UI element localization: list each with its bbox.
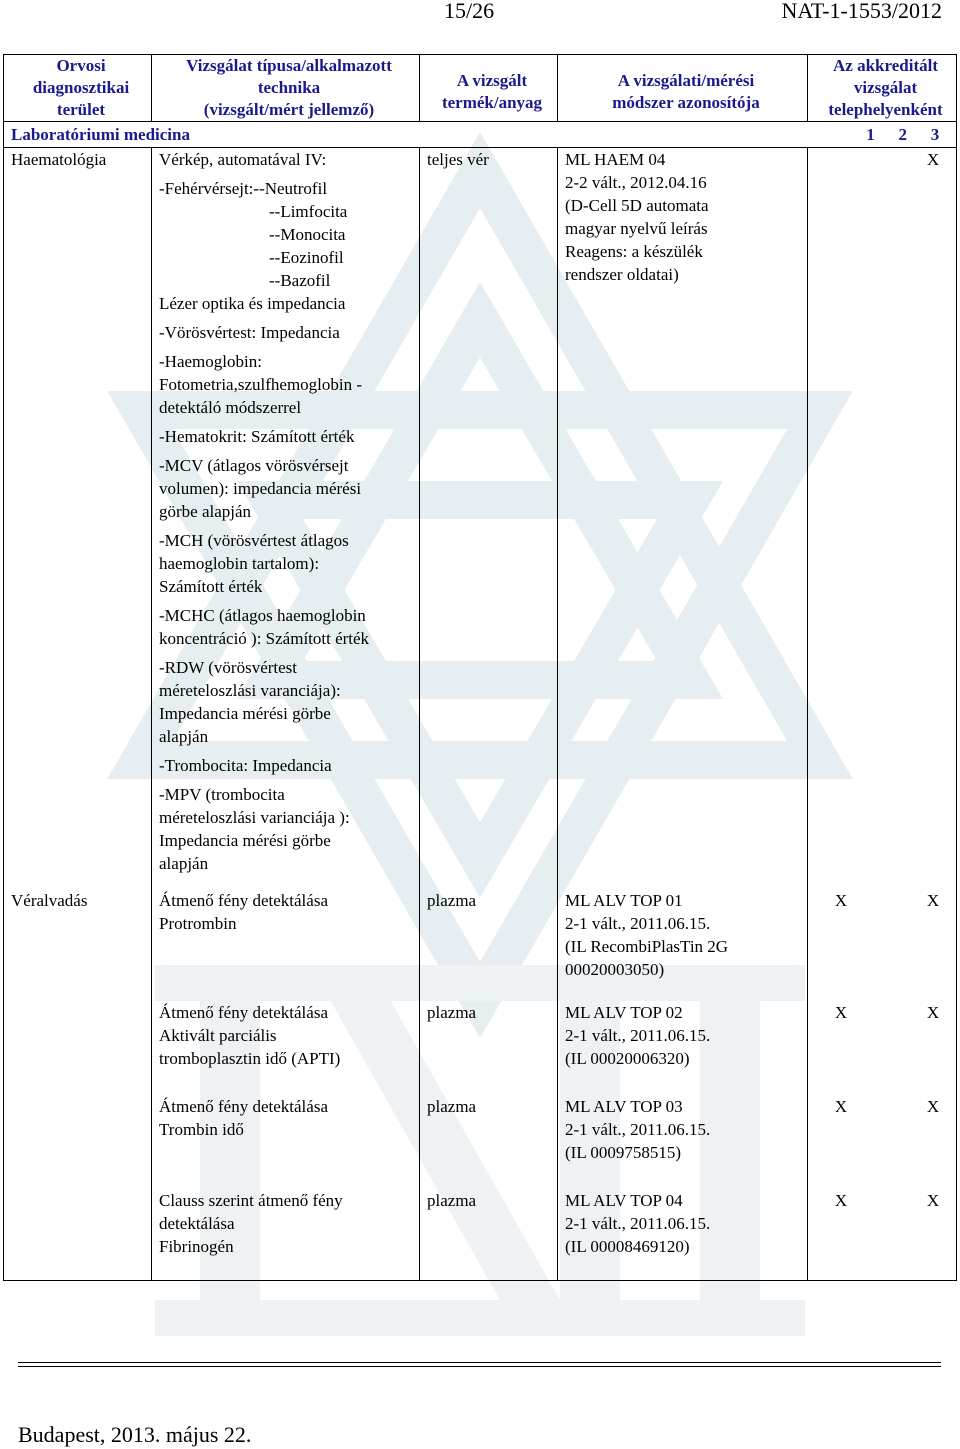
table-row [4, 1001, 957, 1095]
method-line: ML ALV TOP 01 [565, 890, 683, 910]
type-line: Trombin idő [159, 1119, 244, 1139]
material-label: plazma [427, 1096, 477, 1116]
page-number: 15/26 [444, 0, 495, 23]
sites-cell [808, 883, 957, 1001]
site-2-mark [864, 1095, 910, 1118]
site-1-mark: X [834, 1002, 848, 1022]
area-label: Véralvadás [11, 890, 88, 910]
header-sites-line: telephelyenként [828, 100, 943, 119]
section-label: Laboratóriumi medicina [11, 125, 190, 144]
item-line: alapján [159, 854, 209, 873]
site-number-2: 2 [898, 125, 907, 144]
item-line: -Trombocita: Impedancia [159, 756, 332, 775]
header-area-line: diagnosztikai [32, 78, 130, 97]
item-mchc [159, 604, 419, 650]
method-line: magyar nyelvű leírás [565, 219, 708, 238]
method-line: 2-1 vált., 2011.06.15. [565, 1025, 711, 1045]
site-2-mark [864, 1189, 910, 1212]
site-3-mark: X [926, 1002, 940, 1022]
site-numbers [857, 124, 950, 145]
type-cell [152, 1095, 420, 1189]
method-cell [558, 1095, 808, 1189]
item-rbc [159, 321, 419, 344]
item-line: Impedancia mérési görbe [159, 704, 331, 723]
type-cell [152, 148, 420, 883]
wbc-sub: --Eozinofil [269, 248, 344, 267]
method-line: ML ALV TOP 03 [565, 1096, 683, 1116]
item-line: Impedancia mérési görbe [159, 831, 331, 850]
type-cell [152, 1189, 420, 1281]
item-rdw [159, 656, 419, 748]
sites-cell [808, 148, 957, 883]
footer-place-date: Budapest, 2013. május 22. [18, 1422, 252, 1447]
type-line: Fibrinogén [159, 1236, 234, 1256]
item-hgb [159, 350, 419, 419]
type-cell [152, 1001, 420, 1095]
wbc-sub: --Bazofil [269, 271, 331, 290]
method-line: 2-1 vált., 2011.06.15. [565, 913, 711, 933]
section-row [4, 122, 957, 148]
type-line: detektálása [159, 1213, 235, 1233]
method-line: ML HAEM 04 [565, 150, 666, 169]
item-line: -Hematokrit: Számított érték [159, 427, 355, 446]
table-header-row [4, 55, 957, 122]
table-row [4, 1189, 957, 1281]
site-3-mark: X [926, 890, 940, 910]
table-row [4, 1095, 957, 1189]
method-cell [558, 1001, 808, 1095]
method-line: (IL 00020006320) [565, 1048, 690, 1068]
material-cell [420, 1001, 558, 1095]
item-hct [159, 425, 419, 448]
type-line: Átmenő fény detektálása [159, 890, 328, 910]
item-mch [159, 529, 419, 598]
item-line: Számított érték [159, 577, 263, 596]
area-cell [4, 1095, 152, 1189]
method-line: 00020003050) [565, 959, 665, 979]
type-title: Vérkép, automatával IV: [159, 150, 327, 169]
site-2-mark [864, 1001, 910, 1024]
item-line: detektáló módszerrel [159, 398, 302, 417]
table-row [4, 883, 957, 1001]
item-line: -MPV (trombocita [159, 785, 285, 804]
type-line: Átmenő fény detektálása [159, 1096, 328, 1116]
item-line: görbe alapján [159, 502, 252, 521]
area-cell [4, 148, 152, 883]
method-line: 2-1 vált., 2011.06.15. [565, 1119, 711, 1139]
item-line: koncentráció ): Számított érték [159, 629, 370, 648]
sites-cell [808, 1001, 957, 1095]
site-3-mark: X [926, 150, 940, 169]
site-1-mark: X [834, 1096, 848, 1116]
method-cell [558, 1189, 808, 1281]
method-line: (IL RecombiPlasTin 2G [565, 936, 729, 956]
header-material [420, 55, 558, 122]
method-line: 2-1 vált., 2011.06.15. [565, 1213, 711, 1233]
type-line: Clauss szerint átmenő fény [159, 1190, 343, 1210]
method-cell [558, 883, 808, 1001]
material-label: teljes vér [427, 150, 489, 169]
sites-cell [808, 1095, 957, 1189]
header-type [152, 55, 420, 122]
method-line: (IL 0009758515) [565, 1142, 681, 1162]
site-2-mark [864, 148, 910, 171]
item-mcv [159, 454, 419, 523]
item-line: alapján [159, 727, 209, 746]
type-line: Protrombin [159, 913, 237, 933]
method-line: (D-Cell 5D automata [565, 196, 709, 215]
wbc-sub: --Limfocita [269, 202, 348, 221]
method-line: 2-2 vált., 2012.04.16 [565, 173, 707, 192]
site-3-mark: X [926, 1190, 940, 1210]
site-1-mark: X [834, 1190, 848, 1210]
header-sites-line: Az akkreditált [833, 56, 938, 75]
material-cell [420, 883, 558, 1001]
area-cell [4, 1001, 152, 1095]
site-3-mark: X [926, 1096, 940, 1116]
item-line: volumen): impedancia mérési [159, 479, 362, 498]
item-line: -MCHC (átlagos haemoglobin [159, 606, 366, 625]
footer-rule [18, 1362, 941, 1363]
table-row [4, 148, 957, 883]
header-material-line: termék/anyag [441, 93, 543, 112]
accreditation-table [3, 54, 957, 1281]
wbc-sub: --Monocita [269, 225, 346, 244]
method-line: Reagens: a készülék [565, 242, 703, 261]
item-line: haemoglobin tartalom): [159, 554, 320, 573]
header-type-line: Vizsgálat típusa/alkalmazott [186, 56, 392, 75]
section-cell [4, 122, 957, 148]
method-line: rendszer oldatai) [565, 265, 679, 284]
header-method-line: módszer azonosítója [612, 93, 760, 112]
type-line: tromboplasztin idő (APTI) [159, 1048, 341, 1068]
header-area-line: Orvosi [56, 56, 106, 75]
item-line: -Haemoglobin: [159, 352, 262, 371]
header-method [558, 55, 808, 122]
site-1-mark [818, 148, 864, 171]
wbc-line: -Fehérvérsejt:--Neutrofil [159, 179, 328, 198]
method-line: ML ALV TOP 02 [565, 1002, 683, 1022]
header-type-line: (vizsgált/mért jellemző) [203, 100, 375, 119]
type-line: Aktivált parciális [159, 1025, 277, 1045]
laser-line: Lézer optika és impedancia [159, 294, 346, 313]
item-line: -MCH (vörösvértest átlagos [159, 531, 349, 550]
header-material-line: A vizsgált [456, 71, 528, 90]
item-line: -MCV (átlagos vörösvérsejt [159, 456, 349, 475]
site-number-1: 1 [866, 125, 875, 144]
material-cell [420, 1189, 558, 1281]
type-line: Átmenő fény detektálása [159, 1002, 328, 1022]
item-line: Fotometria,szulfhemoglobin - [159, 375, 363, 394]
site-2-mark [864, 889, 910, 912]
site-1-mark: X [834, 890, 848, 910]
method-cell [558, 148, 808, 883]
material-cell [420, 1095, 558, 1189]
header-sites-line: vizsgálat [853, 78, 918, 97]
item-mpv [159, 783, 419, 875]
area-cell [4, 883, 152, 1001]
material-label: plazma [427, 1190, 477, 1210]
sites-cell [808, 1189, 957, 1281]
area-label: Haematológia [11, 150, 107, 169]
item-line: méreteloszlási varanciája): [159, 681, 341, 700]
footer-rule [18, 1366, 941, 1367]
item-plt [159, 754, 419, 777]
site-number-3: 3 [930, 125, 940, 144]
document-id: NAT-1-1553/2012 [781, 0, 942, 23]
type-cell [152, 883, 420, 1001]
header-area [4, 55, 152, 122]
material-label: plazma [427, 890, 477, 910]
area-cell [4, 1189, 152, 1281]
header-sites [808, 55, 957, 122]
item-line: -RDW (vörösvértest [159, 658, 298, 677]
header-type-line: technika [257, 78, 321, 97]
header-method-line: A vizsgálati/mérési [617, 71, 755, 90]
method-line: (IL 00008469120) [565, 1236, 690, 1256]
method-line: ML ALV TOP 04 [565, 1190, 683, 1210]
item-line: -Vörösvértest: Impedancia [159, 323, 340, 342]
header-area-line: terület [56, 100, 106, 119]
material-cell [420, 148, 558, 883]
item-line: méreteloszlási varianciája ): [159, 808, 350, 827]
material-label: plazma [427, 1002, 477, 1022]
